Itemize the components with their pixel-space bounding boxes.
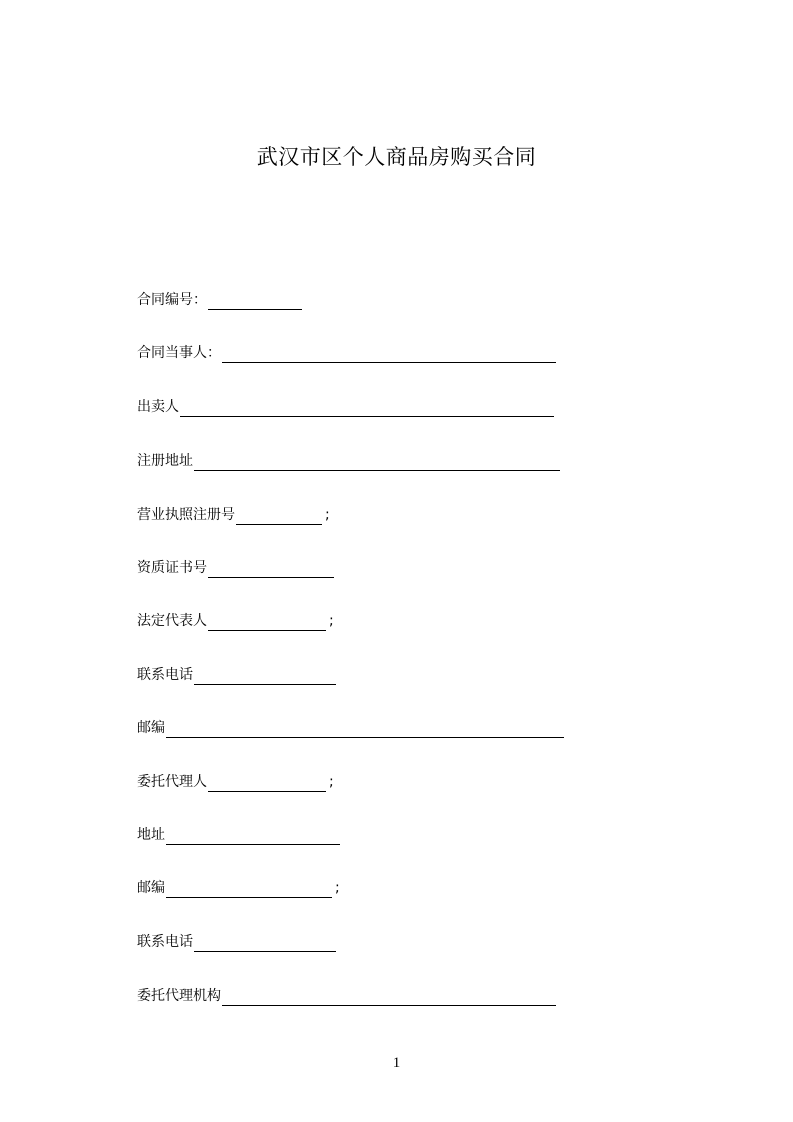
field-label: 邮编 (137, 720, 165, 736)
qualification-cert-field (137, 558, 337, 578)
field-label: 出卖人 (137, 399, 179, 415)
blank-line[interactable] (194, 935, 336, 952)
document-title: 武汉市区个人商品房购买合同 (256, 145, 537, 169)
contract-parties-field (137, 343, 559, 363)
blank-line[interactable] (166, 721, 564, 738)
agent-phone-field (137, 932, 339, 952)
field-label: 合同编号： (137, 292, 207, 308)
postcode-field (137, 718, 567, 738)
field-label: 合同当事人： (137, 345, 221, 361)
field-label: 地址 (137, 827, 165, 843)
blank-line[interactable] (208, 614, 326, 631)
field-label: 注册地址 (137, 453, 193, 469)
contract-number-field (137, 290, 305, 310)
blank-line[interactable] (208, 293, 302, 310)
agent-postcode-field (137, 878, 340, 898)
address-field (137, 825, 343, 845)
blank-line[interactable] (208, 561, 334, 578)
field-suffix: ; (329, 613, 334, 629)
page-number: 1 (392, 1055, 401, 1071)
blank-line[interactable] (180, 400, 554, 417)
field-label: 委托代理机构 (137, 988, 221, 1004)
field-label: 邮编 (137, 880, 165, 896)
phone-field (137, 665, 339, 685)
field-label: 委托代理人 (137, 774, 207, 790)
blank-line[interactable] (166, 828, 340, 845)
blank-line[interactable] (208, 775, 326, 792)
blank-line[interactable] (236, 508, 322, 525)
agency-field (137, 986, 559, 1006)
registered-address-field (137, 451, 563, 471)
field-suffix: ; (325, 507, 330, 523)
field-label: 资质证书号 (137, 560, 207, 576)
field-label: 营业执照注册号 (137, 507, 235, 523)
blank-line[interactable] (194, 454, 560, 471)
blank-line[interactable] (222, 989, 556, 1006)
legal-representative-field (137, 611, 334, 631)
authorized-agent-field (137, 772, 334, 792)
blank-line[interactable] (194, 668, 336, 685)
business-license-field (137, 505, 330, 525)
field-label: 联系电话 (137, 934, 193, 950)
field-suffix: ; (335, 880, 340, 896)
seller-field (137, 397, 557, 417)
blank-line[interactable] (222, 346, 556, 363)
field-suffix: ; (329, 774, 334, 790)
field-label: 联系电话 (137, 667, 193, 683)
blank-line[interactable] (166, 881, 332, 898)
field-label: 法定代表人 (137, 613, 207, 629)
